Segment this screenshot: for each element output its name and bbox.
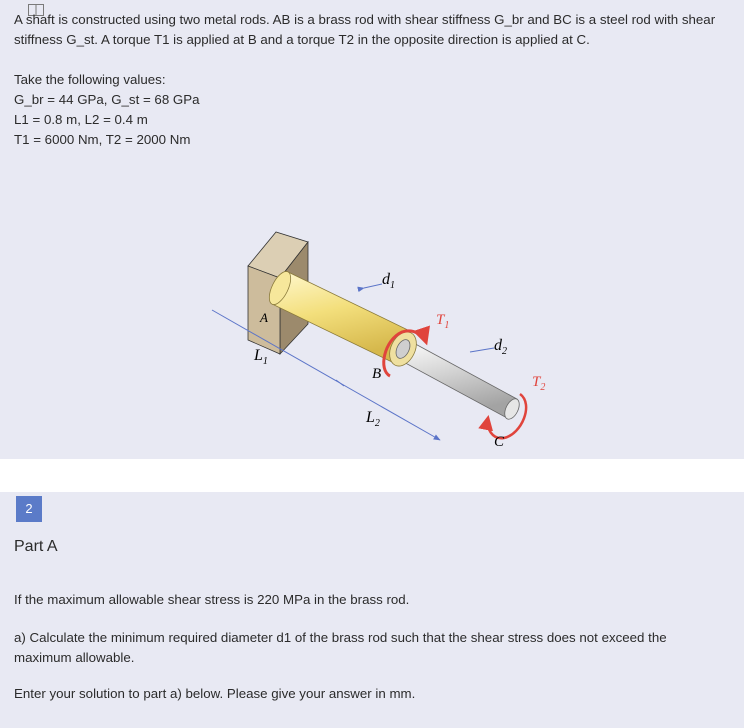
given-values [14, 70, 200, 150]
label-d2: $d_2$ [494, 337, 507, 357]
label-l1: $L_1$ [254, 347, 268, 367]
label-b: B [372, 366, 382, 382]
part-number-badge[interactable]: 2 [16, 496, 42, 522]
answer-instruction: Enter your solution to part a) below. Please give your answer in mm. [14, 686, 416, 701]
label-a: A [260, 310, 268, 325]
value-torques: T1 = 6000 Nm, T2 = 2000 Nm [14, 132, 191, 147]
label-d1: $d_1$ [382, 271, 395, 291]
question-a: a) Calculate the minimum required diameter d1 of the brass rod such that the shear stress does not exceed the maximum allowable. [14, 630, 667, 665]
section-divider [0, 459, 753, 492]
values-heading: Take the following values: [14, 72, 166, 87]
part-title: Part A [14, 538, 58, 555]
value-moduli: G_br = 44 GPa, G_st = 68 GPa [14, 92, 200, 107]
question-stress: If the maximum allowable shear stress is 220 MPa in the brass rod. [14, 592, 410, 607]
problem-intro: A shaft is constructed using two metal rods. AB is a brass rod with shear stiffness G_br and BC is a steel rod with shear stiffness G_st. A torque T1 is applied at B and a torque T2 in the opposite direction is applied at C. [14, 12, 716, 47]
label-t1: $T_1$ [436, 312, 450, 331]
label-l2: $L_2$ [366, 409, 380, 429]
label-c: C [494, 434, 505, 450]
value-lengths: L1 = 0.8 m, L2 = 0.4 m [14, 112, 148, 127]
page-edge [744, 0, 753, 728]
label-t2: $T_2$ [532, 374, 546, 393]
shaft-figure [204, 228, 550, 454]
